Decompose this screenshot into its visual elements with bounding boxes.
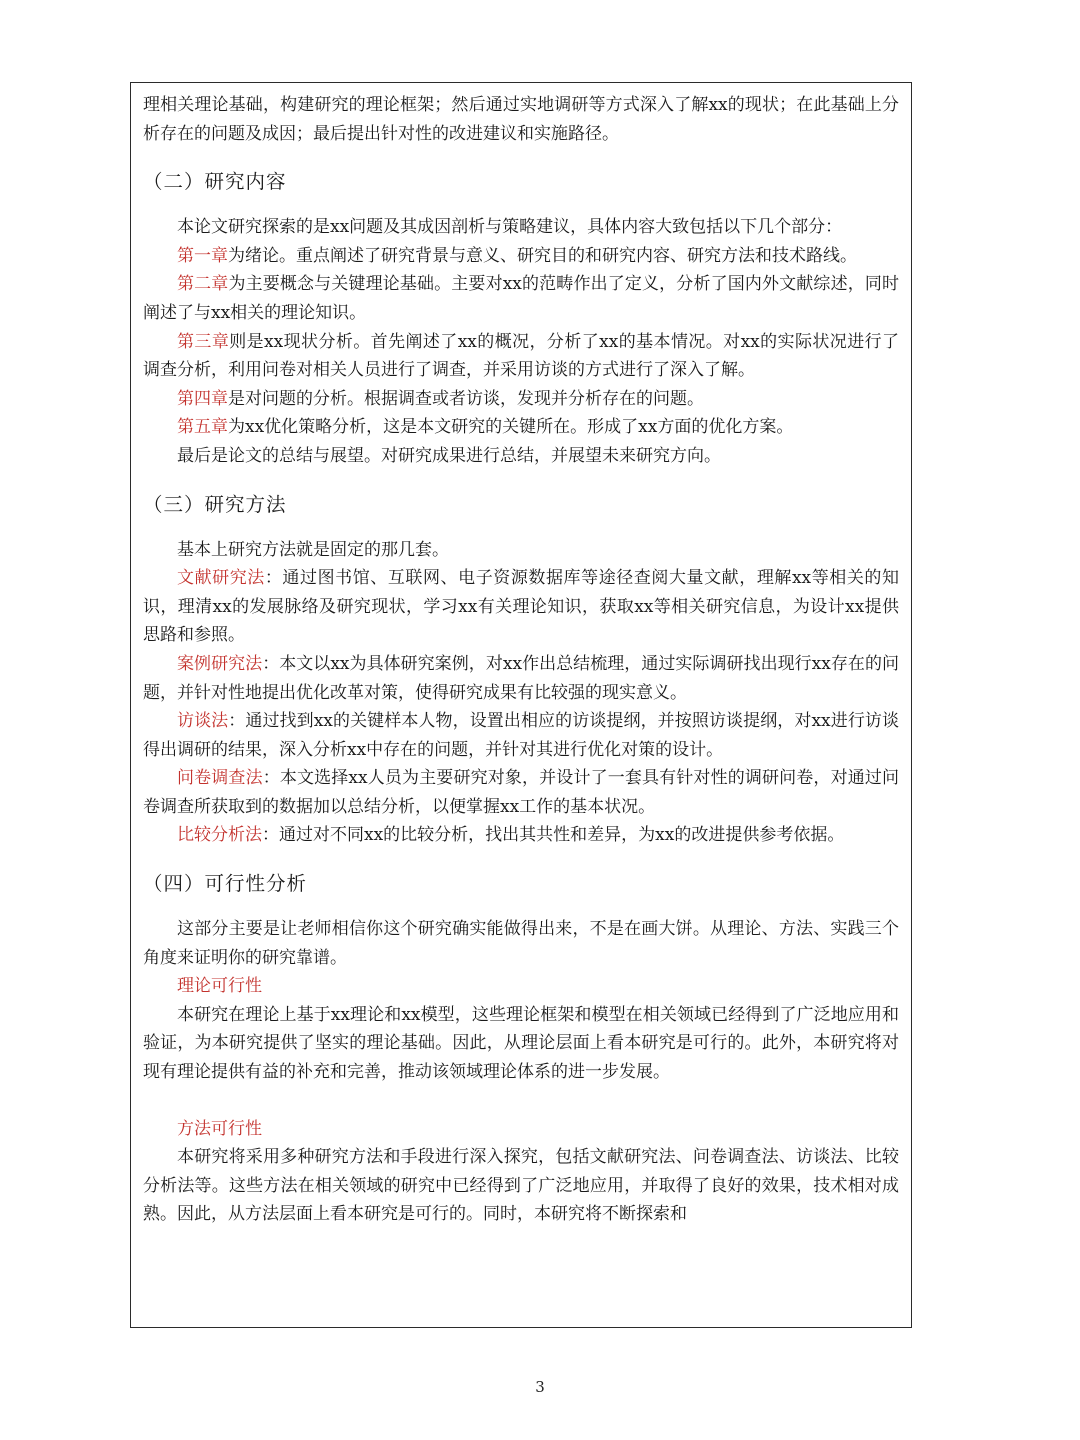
chapter-label: 第一章 — [177, 245, 228, 266]
method-item: 案例研究法：本文以xx为具体研究案例，对xx作出总结梳理，通过实际调研找出现行xx存在的问题，并针对性地提出优化改革对策，使得研究成果有比较强的现实意义。 — [143, 653, 900, 703]
page-number: 3 — [535, 1378, 545, 1396]
chapter-label: 第三章 — [177, 331, 230, 352]
method-label: 问卷调查法 — [177, 768, 263, 789]
chapter-label: 第四章 — [177, 388, 228, 409]
section-heading-research-methods: （三）研究方法 — [143, 492, 287, 516]
chapter-label: 第二章 — [177, 274, 229, 295]
research-methods-intro: 基本上研究方法就是固定的那几套。 — [177, 539, 449, 560]
chapter-item: 第一章为绪论。重点阐述了研究背景与意义、研究目的和研究内容、研究方法和技术路线。 — [177, 245, 857, 266]
method-item: 问卷调查法：本文选择xx人员为主要研究对象，并设计了一套具有针对性的调研问卷，对通过问卷调查所获取到的数据加以总结分析，以便掌握xx工作的基本状况。 — [143, 768, 899, 817]
chapter-item: 第五章为xx优化策略分析，这是本文研究的关键所在。形成了xx方面的优化方案。 — [177, 417, 794, 438]
method-item: 文献研究法：通过图书馆、互联网、电子资源数据库等途径查阅大量文献，理解xx等相关的知识，理清xx的发展脉络及研究现状，学习xx有关理论知识，获取xx等相关研究信息，为设计xx提供思路和参照。 — [143, 568, 899, 646]
section-heading-research-content: （二）研究内容 — [143, 170, 287, 194]
research-content-closing: 最后是论文的总结与展望。对研究成果进行总结，并展望未来研究方向。 — [177, 445, 721, 466]
method-label: 文献研究法 — [177, 568, 265, 589]
spacer — [143, 1087, 899, 1115]
method-item: 比较分析法：通过对不同xx的比较分析，找出其共性和差异，为xx的改进提供参考依据。 — [177, 825, 845, 846]
theory-feasibility-text: 本研究在理论上基于xx理论和xx模型，这些理论框架和模型在相关领域已经得到了广泛地应用和验证，为本研究提供了坚实的理论基础。因此，从理论层面上看本研究是可行的。此外，本研究将对现有理论提供有益的补充和完善，推动该领域理论体系的进一步发展。 — [143, 1004, 899, 1083]
theory-feasibility-title: 理论可行性 — [177, 976, 262, 997]
content-frame — [130, 82, 912, 1328]
research-content-intro: 本论文研究探索的是xx问题及其成因剖析与策略建议，具体内容大致包括以下几个部分： — [177, 217, 843, 238]
method-item: 访谈法：通过找到xx的关键样本人物，设置出相应的访谈提纲，并按照访谈提纲，对xx进行访谈得出调研的结果，深入分析xx中存在的问题，并针对其进行优化对策的设计。 — [143, 711, 900, 760]
section-heading-feasibility: （四）可行性分析 — [143, 872, 308, 896]
method-feasibility-title: 方法可行性 — [177, 1118, 262, 1139]
chapter-item: 第二章为主要概念与关键理论基础。主要对xx的范畴作出了定义，分析了国内外文献综述，同时阐述了与xx相关的理论知识。 — [143, 274, 899, 323]
chapter-label: 第五章 — [177, 417, 228, 438]
method-label: 比较分析法 — [177, 825, 262, 846]
method-label: 案例研究法 — [177, 653, 263, 674]
chapter-item: 第三章则是xx现状分析。首先阐述了xx的概况，分析了xx的基本情况。对xx的实际状况进行了调查分析，利用问卷对相关人员进行了调查，并采用访谈的方式进行了深入了解。 — [143, 331, 900, 381]
chapter-item: 第四章是对问题的分析。根据调查或者访谈，发现并分析存在的问题。 — [177, 388, 704, 409]
method-label: 访谈法 — [177, 711, 229, 732]
method-feasibility-text: 本研究将采用多种研究方法和手段进行深入探究，包括文献研究法、问卷调查法、访谈法、比较分析法等。这些方法在相关领域的研究中已经得到了广泛地应用，并取得了良好的效果，技术相对成熟。因此，从方法层面上看本研究是可行的。同时，本研究将不断探索和 — [143, 1147, 899, 1225]
feasibility-intro: 这部分主要是让老师相信你这个研究确实能做得出来，不是在画大饼。从理论、方法、实践三个角度来证明你的研究靠谱。 — [143, 919, 899, 968]
intro-continuation: 理相关理论基础，构建研究的理论框架；然后通过实地调研等方式深入了解xx的现状；在此基础上分析存在的问题及成因；最后提出针对性的改进建议和实施路径。 — [143, 95, 899, 144]
